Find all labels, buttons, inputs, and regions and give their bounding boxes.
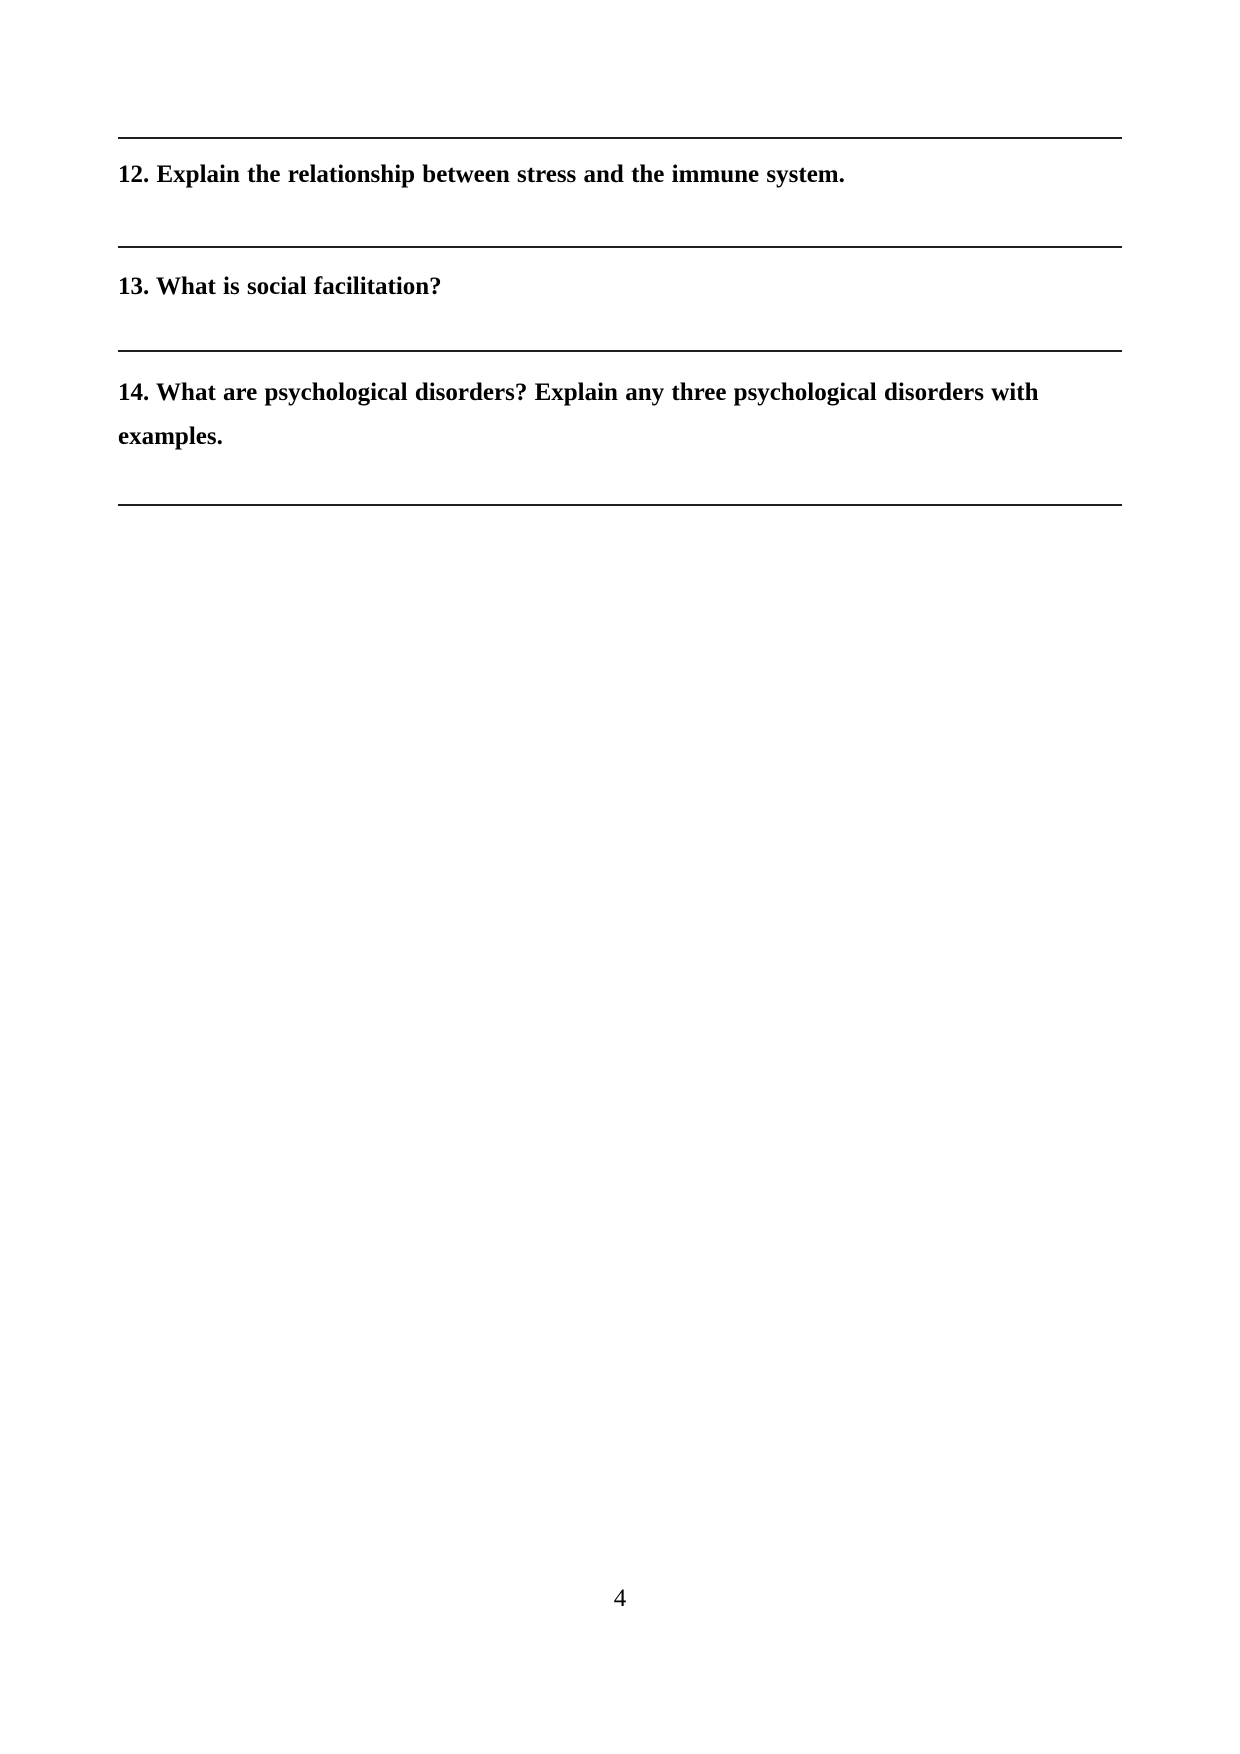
horizontal-rule-after-q13 bbox=[118, 350, 1122, 352]
page-number: 4 bbox=[613, 1585, 627, 1612]
question-14: 14. What are psychological disorders? Explain any three psychological disorders with examples. bbox=[118, 379, 1039, 450]
question-12: 12. Explain the relationship between stress and the immune system. bbox=[118, 161, 845, 188]
horizontal-rule-top bbox=[118, 137, 1122, 139]
question-13: 13. What is social facilitation? bbox=[118, 273, 442, 300]
horizontal-rule-after-q12 bbox=[118, 246, 1122, 248]
horizontal-rule-after-q14 bbox=[118, 504, 1122, 506]
